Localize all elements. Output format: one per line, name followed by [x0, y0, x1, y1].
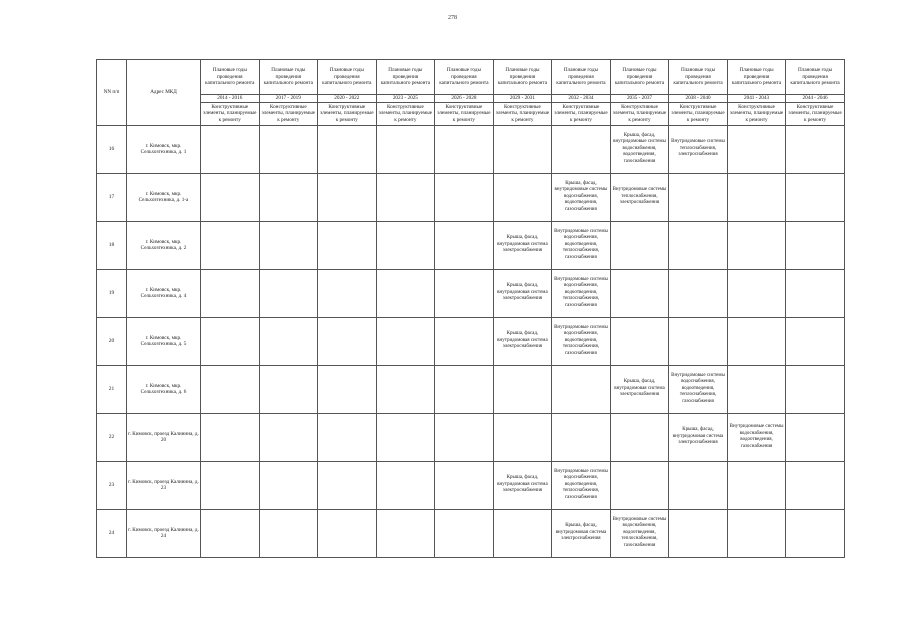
repair-elements-cell	[318, 509, 377, 557]
repair-elements-cell	[318, 413, 377, 461]
page-number: 278	[448, 15, 457, 21]
column-header-elements: Конструктивные элементы, планируемые к ремонту	[610, 102, 669, 125]
repair-elements-cell	[376, 125, 435, 173]
repair-elements-cell	[376, 317, 435, 365]
repair-elements-cell	[610, 221, 669, 269]
column-header-elements: Конструктивные элементы, планируемые к ремонту	[318, 102, 377, 125]
row-number: 24	[97, 509, 127, 557]
repair-elements-cell	[786, 509, 845, 557]
column-header-years: 2017 - 2019	[259, 95, 318, 103]
repair-elements-cell	[669, 221, 728, 269]
repair-elements-cell	[669, 173, 728, 221]
table-row	[97, 125, 845, 173]
row-number: 18	[97, 221, 127, 269]
repair-elements-cell	[435, 461, 494, 509]
row-address: г. Кимовск, проезд Калинина, д. 23	[127, 461, 201, 509]
table-row	[97, 173, 845, 221]
repair-elements-cell	[493, 125, 552, 173]
repair-elements-cell	[786, 269, 845, 317]
row-address: г. Кимовск, мкр. Сельхозтехника, д. 6	[127, 365, 201, 413]
table-row	[97, 509, 845, 557]
column-header-years: 2038 - 2040	[669, 95, 728, 103]
repair-elements-cell	[435, 125, 494, 173]
column-header-elements: Конструктивные элементы, планируемые к ремонту	[201, 102, 260, 125]
repair-elements-cell	[552, 413, 611, 461]
repair-elements-cell: Крыша, фасад, внутридомовая система электроснабжения	[493, 221, 552, 269]
column-header-elements: Конструктивные элементы, планируемые к ремонту	[376, 102, 435, 125]
repair-elements-cell	[727, 125, 786, 173]
repair-elements-cell	[727, 317, 786, 365]
column-header-period: Плановые годы проведения капитального ремонта	[727, 60, 786, 95]
column-header-years: 2014 - 2016	[201, 95, 260, 103]
repair-elements-cell: Внутридомовые системы теплоснабжения, электроснабжения	[610, 173, 669, 221]
repair-elements-cell	[318, 269, 377, 317]
repair-elements-cell: Внутридомовые системы водоснабжения, водоотведения, теплоснабжения, газоснабжения	[610, 509, 669, 557]
repair-elements-cell	[376, 173, 435, 221]
column-header-elements: Конструктивные элементы, планируемые к ремонту	[669, 102, 728, 125]
repair-elements-cell	[201, 365, 260, 413]
repair-elements-cell	[552, 365, 611, 413]
repair-elements-cell	[259, 413, 318, 461]
column-header-period: Плановые годы проведения капитального ремонта	[259, 60, 318, 95]
repair-elements-cell	[318, 365, 377, 413]
row-address: г. Кимовск, мкр. Сельхозтехника, д. 1	[127, 125, 201, 173]
repair-elements-cell	[669, 269, 728, 317]
repair-elements-cell	[727, 365, 786, 413]
repair-elements-cell: Внутридомовые системы теплоснабжения, электроснабжения	[669, 125, 728, 173]
row-number: 21	[97, 365, 127, 413]
repair-elements-cell: Крыша, фасад, внутридомовая система электроснабжения	[493, 461, 552, 509]
repair-elements-cell	[727, 509, 786, 557]
column-header-elements: Конструктивные элементы, планируемые к ремонту	[435, 102, 494, 125]
repair-elements-cell	[552, 125, 611, 173]
row-address: г. Кимовск, мкр. Сельхозтехника, д. 2	[127, 221, 201, 269]
table-body	[97, 125, 845, 557]
column-header-years: 2041 - 2043	[727, 95, 786, 103]
repair-elements-cell	[259, 269, 318, 317]
column-header-elements: Конструктивные элементы, планируемые к ремонту	[727, 102, 786, 125]
column-header-years: 2029 - 2031	[493, 95, 552, 103]
table-row	[97, 413, 845, 461]
repair-elements-cell	[318, 461, 377, 509]
repair-elements-cell: Крыша, фасад, внутридомовая система электроснабжения	[493, 317, 552, 365]
column-header-period: Плановые годы проведения капитального ремонта	[435, 60, 494, 95]
table-row	[97, 269, 845, 317]
row-number: 17	[97, 173, 127, 221]
repair-elements-cell	[786, 125, 845, 173]
column-header-period: Плановые годы проведения капитального ремонта	[786, 60, 845, 95]
repair-elements-cell	[669, 461, 728, 509]
column-header-period: Плановые годы проведения капитального ремонта	[493, 60, 552, 95]
repair-elements-cell	[786, 365, 845, 413]
repair-elements-cell	[493, 173, 552, 221]
row-address: г. Кимовск, мкр. Сельхозтехника, д. 5	[127, 317, 201, 365]
table-header	[97, 60, 845, 126]
repair-elements-cell	[376, 461, 435, 509]
column-header-elements: Конструктивные элементы, планируемые к ремонту	[259, 102, 318, 125]
repair-elements-cell	[259, 461, 318, 509]
column-header-period: Плановые годы проведения капитального ремонта	[201, 60, 260, 95]
column-header-years: 2035 - 2037	[610, 95, 669, 103]
repair-elements-cell	[201, 461, 260, 509]
repair-elements-cell: Внутридомовые системы водоснабжения, водоотведения, теплоснабжения, газоснабжения	[669, 365, 728, 413]
capital-repair-plan-table	[96, 59, 845, 558]
repair-elements-cell	[493, 365, 552, 413]
repair-elements-cell	[610, 461, 669, 509]
repair-elements-cell	[435, 509, 494, 557]
table-row	[97, 221, 845, 269]
repair-elements-cell	[610, 413, 669, 461]
repair-elements-cell	[259, 125, 318, 173]
repair-elements-cell	[786, 461, 845, 509]
repair-elements-cell	[201, 413, 260, 461]
repair-elements-cell	[376, 221, 435, 269]
repair-elements-cell: Крыша, фасад, внутридомовая система электроснабжения	[552, 509, 611, 557]
repair-elements-cell: Внутридомовые системы водоснабжения, водоотведения, теплоснабжения, газоснабжения	[552, 221, 611, 269]
repair-elements-cell	[610, 317, 669, 365]
column-header-elements: Конструктивные элементы, планируемые к ремонту	[552, 102, 611, 125]
column-header-years: 2026 - 2028	[435, 95, 494, 103]
repair-elements-cell	[435, 317, 494, 365]
row-address: г. Кимовск, проезд Калинина, д. 24	[127, 509, 201, 557]
repair-elements-cell: Крыша, фасад, внутридомовая система электроснабжения	[610, 365, 669, 413]
repair-elements-cell: Крыша, фасад, внутридомовые системы водоснабжения, водоотведения, газоснабжения	[552, 173, 611, 221]
repair-elements-cell	[435, 221, 494, 269]
column-header-number: NN п/п	[97, 60, 127, 126]
repair-elements-cell: Крыша, фасад, внутридомовые системы водоснабжения, водоотведения, газоснабжения	[610, 125, 669, 173]
repair-elements-cell	[201, 509, 260, 557]
repair-elements-cell	[435, 413, 494, 461]
row-address: г. Кимовск, мкр. Сельхозтехника, д. 1-а	[127, 173, 201, 221]
column-header-period: Плановые годы проведения капитального ремонта	[552, 60, 611, 95]
repair-elements-cell	[201, 269, 260, 317]
repair-elements-cell	[493, 509, 552, 557]
row-number: 20	[97, 317, 127, 365]
row-number: 16	[97, 125, 127, 173]
repair-elements-cell	[318, 317, 377, 365]
repair-elements-cell: Внутридомовые системы водоснабжения, водоотведения, газоснабжения	[727, 413, 786, 461]
repair-elements-cell	[376, 413, 435, 461]
repair-elements-cell	[669, 509, 728, 557]
column-header-period: Плановые годы проведения капитального ремонта	[318, 60, 377, 95]
column-header-period: Плановые годы проведения капитального ремонта	[669, 60, 728, 95]
repair-elements-cell	[318, 221, 377, 269]
repair-elements-cell	[201, 317, 260, 365]
column-header-address: Адрес МКД	[127, 60, 201, 126]
repair-elements-cell	[493, 413, 552, 461]
row-number: 23	[97, 461, 127, 509]
row-number: 19	[97, 269, 127, 317]
column-header-elements: Конструктивные элементы, планируемые к ремонту	[786, 102, 845, 125]
repair-elements-cell	[786, 173, 845, 221]
repair-elements-cell	[201, 125, 260, 173]
repair-elements-cell	[727, 173, 786, 221]
repair-elements-cell	[259, 221, 318, 269]
repair-elements-cell	[259, 173, 318, 221]
column-header-period: Плановые годы проведения капитального ремонта	[376, 60, 435, 95]
row-address: г. Кимовск, мкр. Сельхозтехника, д. 4	[127, 269, 201, 317]
repair-elements-cell	[786, 221, 845, 269]
column-header-period: Плановые годы проведения капитального ремонта	[610, 60, 669, 95]
repair-elements-cell	[727, 461, 786, 509]
column-header-years: 2032 - 2034	[552, 95, 611, 103]
row-address: г. Кимовск, проезд Калинина, д. 20	[127, 413, 201, 461]
table-row	[97, 461, 845, 509]
repair-elements-cell	[727, 269, 786, 317]
repair-elements-cell	[259, 317, 318, 365]
repair-elements-cell	[610, 269, 669, 317]
repair-elements-cell	[376, 365, 435, 413]
repair-elements-cell: Внутридомовые системы водоснабжения, водоотведения, теплоснабжения, газоснабжения	[552, 269, 611, 317]
column-header-years: 2044 - 2046	[786, 95, 845, 103]
repair-elements-cell	[435, 269, 494, 317]
table-row	[97, 365, 845, 413]
repair-elements-cell	[318, 125, 377, 173]
repair-elements-cell	[669, 317, 728, 365]
repair-elements-cell	[318, 173, 377, 221]
repair-elements-cell	[376, 509, 435, 557]
repair-elements-cell: Внутридомовые системы водоснабжения, водоотведения, теплоснабжения, газоснабжения	[552, 317, 611, 365]
repair-elements-cell: Крыша, фасад, внутридомовая система электроснабжения	[493, 269, 552, 317]
row-number: 22	[97, 413, 127, 461]
repair-elements-cell	[727, 221, 786, 269]
repair-elements-cell	[201, 221, 260, 269]
column-header-elements: Конструктивные элементы, планируемые к ремонту	[493, 102, 552, 125]
repair-elements-cell	[201, 173, 260, 221]
repair-elements-cell	[786, 413, 845, 461]
repair-elements-cell	[435, 173, 494, 221]
table-row	[97, 317, 845, 365]
repair-elements-cell	[376, 269, 435, 317]
repair-elements-cell: Крыша, фасад, внутридомовая система электроснабжения	[669, 413, 728, 461]
repair-elements-cell	[435, 365, 494, 413]
repair-elements-cell	[786, 317, 845, 365]
repair-elements-cell: Внутридомовые системы водоснабжения, водоотведения, теплоснабжения, газоснабжения	[552, 461, 611, 509]
repair-elements-cell	[259, 509, 318, 557]
repair-elements-cell	[259, 365, 318, 413]
column-header-years: 2023 - 2025	[376, 95, 435, 103]
column-header-years: 2020 - 2022	[318, 95, 377, 103]
